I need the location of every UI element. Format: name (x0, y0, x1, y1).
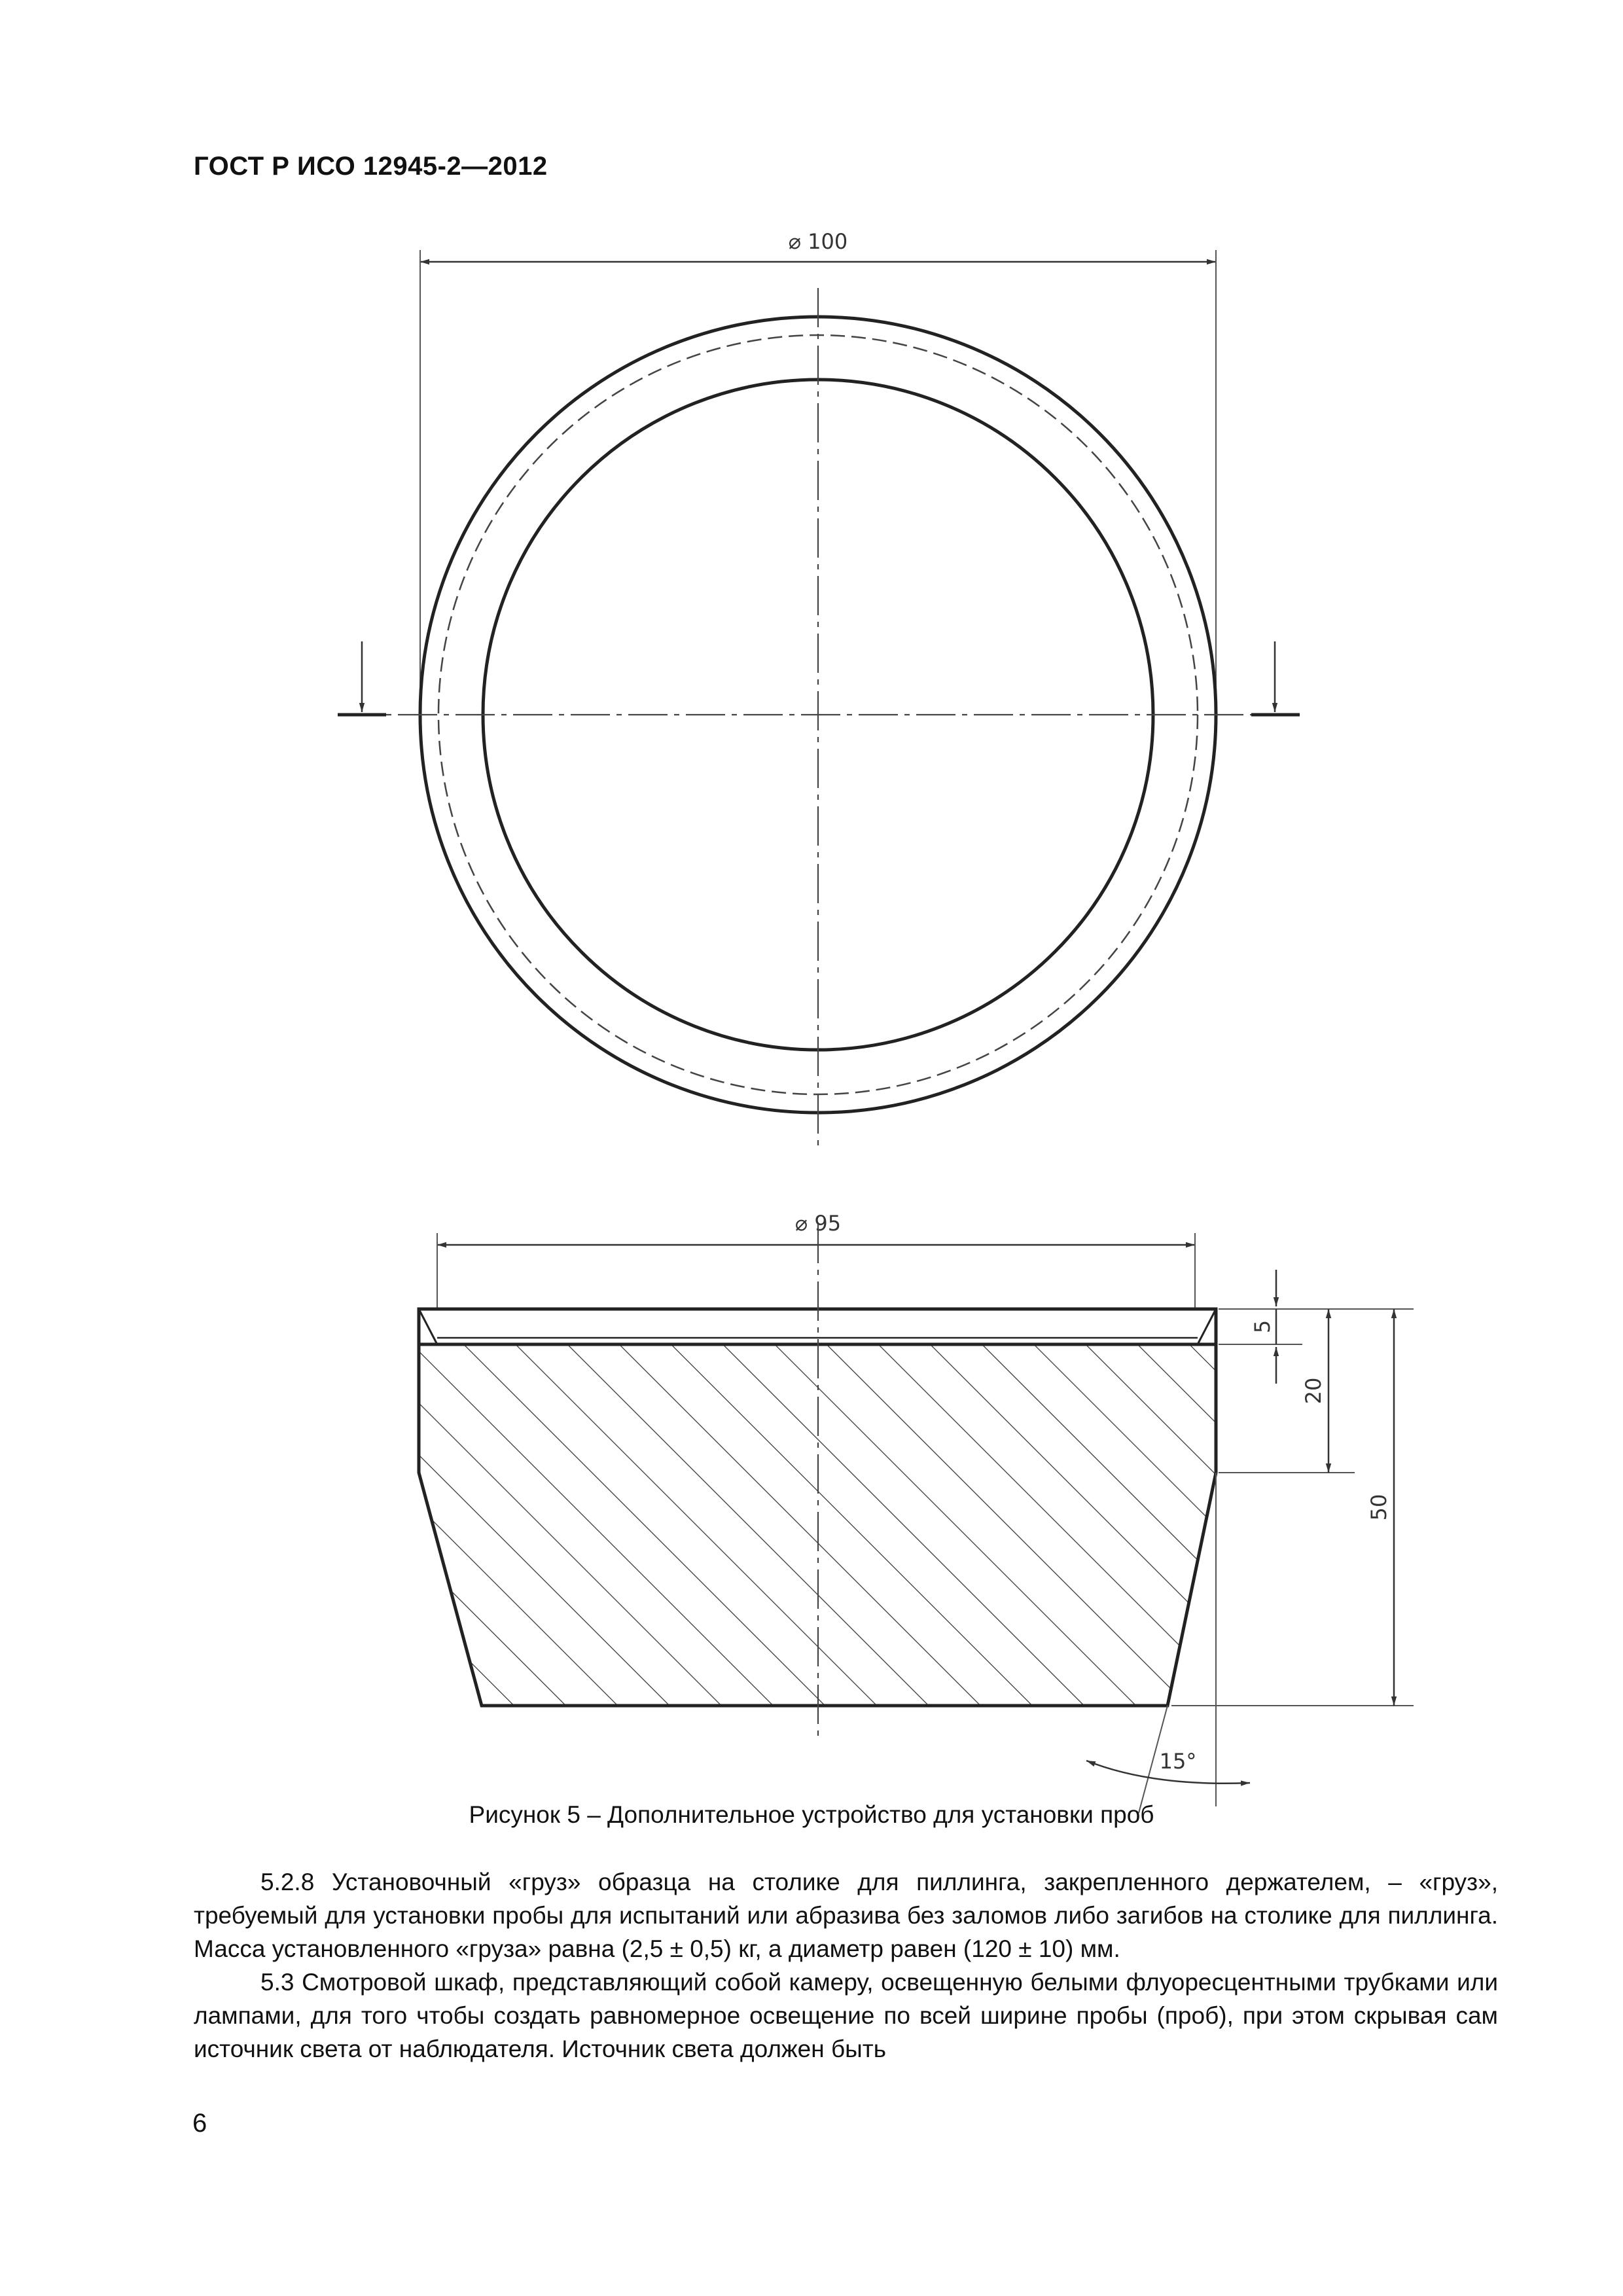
dimension-label-20: 20 (1301, 1377, 1326, 1405)
paragraph: 5.3 Смотровой шкаф, представляющий собой камеру, освещенную белыми флуоресцентными трубками или лампами, для того чтобы создать равномерное освещение по всей ширине пробы (проб), при этом скрывая сам источник света от наблюдателя. Источник света должен быть (194, 1969, 1498, 2062)
side-view (419, 1211, 1414, 1813)
top-view (338, 229, 1300, 1147)
dimension-label-5: 5 (1250, 1319, 1275, 1334)
body-text (194, 1865, 1498, 2066)
page-number: 6 (192, 2109, 207, 2138)
section-marker-right (1251, 641, 1300, 715)
angle-label: 15° (1159, 1749, 1197, 1774)
dimension-label-95: ⌀ 95 (794, 1211, 842, 1236)
dimension-label-50: 50 (1366, 1494, 1391, 1521)
paragraph: 5.2.8 Установочный «груз» образца на столике для пиллинга, закрепленного держателем, – «груз», требуемый для установки пробы для испытаний или абразива без заломов либо загибов на столике для пиллинга. Масса установленного «груза» равна (2,5 ± 0,5) кг, а диаметр равен (120 ± 10) мм. (194, 1869, 1498, 1962)
section-marker-left (338, 641, 386, 715)
document-header: ГОСТ Р ИСО 12945-2—2012 (194, 152, 548, 181)
dimension-label-100: ⌀ 100 (788, 229, 848, 254)
figure-caption: Рисунок 5 – Дополнительное устройство для установки проб (469, 1801, 1154, 1828)
